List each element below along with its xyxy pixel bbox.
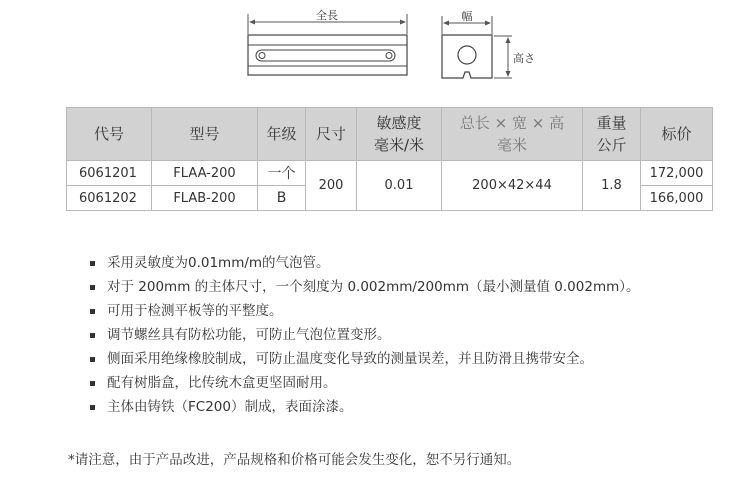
vial-slot: [256, 50, 395, 61]
feature-item: 侧面采用绝缘橡胶制成，可防止温度变化导致的测量误差，并且防滑且携带安全。: [90, 347, 640, 371]
feature-item: 对于 200mm 的主体尺寸，一个刻度为 0.002mm/200mm（最小测量值 0.002mm）。: [90, 275, 640, 299]
cell-code: 6061201: [67, 161, 152, 186]
table-row: [67, 161, 713, 186]
cell-price: 172,000: [641, 161, 713, 186]
length-label: 全長: [316, 9, 338, 22]
cell-grade: 一个: [258, 161, 306, 186]
header-weight: 重量 公斤: [583, 108, 641, 161]
cell-grade: B: [258, 186, 306, 211]
width-label: 幅: [461, 10, 473, 23]
side-view: [248, 8, 407, 75]
header-code: 代号: [67, 108, 152, 161]
cell-weight: 1.8: [583, 161, 641, 211]
screw-left: [259, 53, 265, 59]
height-label: 高さ: [513, 52, 535, 65]
header-dimensions: 总长 × 宽 × 高 毫米: [442, 108, 583, 161]
vial-hole: [458, 46, 476, 64]
header-grade: 年级: [258, 108, 306, 161]
feature-item: 配有树脂盒，比传统木盒更坚固耐用。: [90, 371, 640, 395]
cell-size: 200: [306, 161, 357, 211]
table-header-row: [67, 108, 713, 161]
disclaimer-note: *请注意，由于产品改进，产品规格和价格可能会发生变化，恕不另行通知。: [68, 452, 521, 468]
screw-right: [386, 53, 392, 59]
feature-item: 调节螺丝具有防松功能，可防止气泡位置变形。: [90, 323, 640, 347]
end-view: [442, 9, 535, 78]
feature-item: 可用于检测平板等的平整度。: [90, 299, 640, 323]
header-model: 型号: [152, 108, 258, 161]
cell-model: FLAA-200: [152, 161, 258, 186]
cell-dimensions: 200×42×44: [442, 161, 583, 211]
cell-code: 6061202: [67, 186, 152, 211]
header-sensitivity: 敏感度 毫米/米: [357, 108, 442, 161]
cell-model: FLAB-200: [152, 186, 258, 211]
spec-table: [66, 107, 713, 211]
feature-list: [90, 251, 640, 419]
feature-item: 主体由铸铁（FC200）制成，表面涂漆。: [90, 395, 640, 419]
cell-price: 166,000: [641, 186, 713, 211]
cell-sensitivity: 0.01: [357, 161, 442, 211]
header-size: 尺寸: [306, 108, 357, 161]
header-price: 标价: [641, 108, 713, 161]
level-dimension-diagram: [0, 0, 745, 100]
feature-item: 采用灵敏度为0.01mm/m的气泡管。: [90, 251, 640, 275]
